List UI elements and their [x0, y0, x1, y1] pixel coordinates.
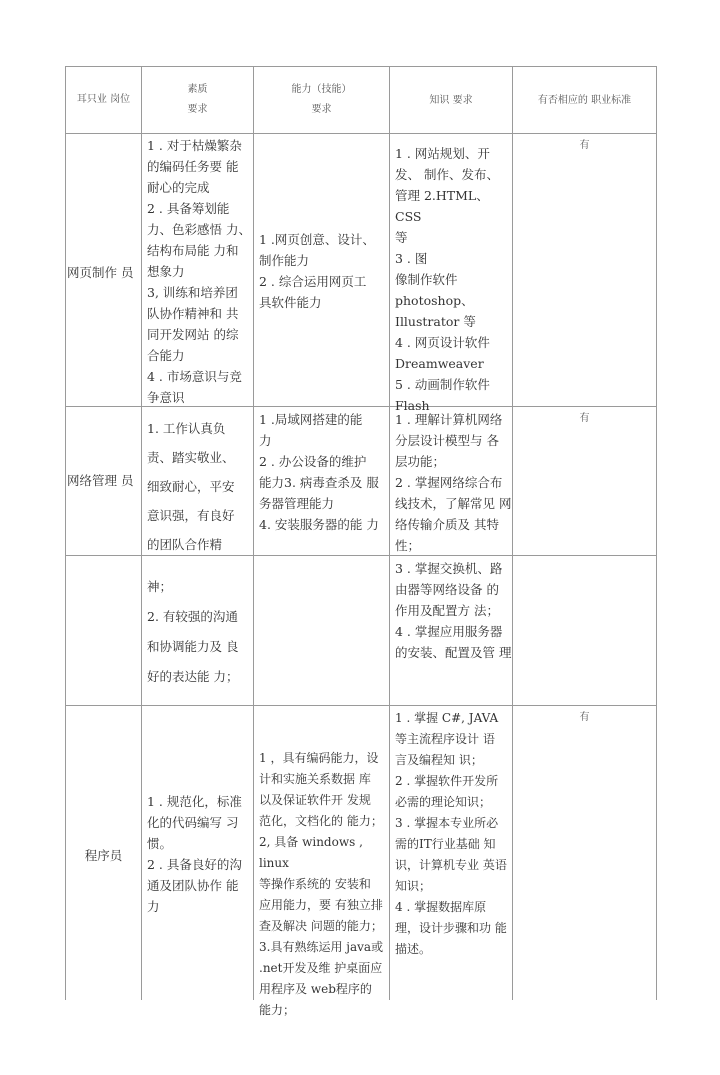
text-line: 1 . 网站规划、开	[395, 146, 490, 161]
text-line: 1 .网页创意、设计、	[259, 232, 375, 247]
text-line: 结构布局能 力和	[147, 243, 239, 258]
text-line: 查及解决 问题的能力；	[259, 919, 383, 933]
text-line: 4. 安装服务器的能 力	[259, 517, 379, 532]
header-knowledge: 知识 要求	[429, 95, 473, 106]
row-quality	[147, 572, 253, 692]
header-quality-line: 要求	[187, 104, 208, 115]
text-line: 等操作系统的 安装和	[259, 877, 371, 891]
text-line: 合能力	[147, 348, 185, 363]
text-line: 3.具有熟练运用 java或	[259, 940, 384, 954]
text-line: 以及保证软件开 发规	[259, 793, 371, 807]
text-line: 范化，文档化的 能力；	[259, 814, 383, 828]
text-line: 能力；	[259, 1003, 296, 1017]
text-line: 好的表达能 力；	[147, 669, 239, 684]
header-ability-line: 要求	[311, 104, 332, 115]
text-line: 计和实施关系数据 库	[259, 772, 371, 786]
row-position: 网页制作 员	[67, 265, 134, 280]
text-line: 线技术，了解常见 网	[395, 496, 512, 511]
text-line: 惯。	[147, 836, 173, 851]
text-line: 神；	[147, 579, 173, 594]
text-line: 2 . 综合运用网页工	[259, 274, 367, 289]
grid-line	[253, 66, 254, 1000]
text-line: 具软件能力	[259, 295, 322, 310]
row-position: 网络管理 员	[67, 473, 134, 488]
grid-line	[65, 705, 657, 706]
text-line: 2. 有较强的沟通	[147, 609, 238, 624]
header-quality-line: 素质	[187, 84, 208, 95]
text-line: 力、色彩感悟 力、	[147, 222, 251, 237]
text-line: 的编码任务要 能	[147, 159, 239, 174]
row-knowledge	[395, 409, 512, 556]
text-line: 1 . 规范化，标准	[147, 794, 242, 809]
text-line: 描述。	[395, 942, 432, 956]
text-line: 作用及配置方 法；	[395, 603, 499, 618]
text-line: 3 . 图	[395, 251, 428, 266]
text-line: 制作能力	[259, 253, 310, 268]
grid-line	[656, 66, 657, 1000]
row-quality	[147, 414, 253, 559]
header-standard: 有否相应的 职业标准	[537, 95, 632, 106]
text-line: 5 . 动画制作软件	[395, 377, 490, 392]
text-line: 性；	[395, 538, 421, 553]
text-line: 4 . 掌握应用服务器	[395, 624, 503, 639]
text-line: 3, 训练和培养团	[147, 285, 238, 300]
text-line: 层功能；	[395, 454, 446, 469]
text-line: 4 . 掌握数据库原	[395, 900, 487, 914]
text-line: 能力3. 病毒查杀及 服	[259, 475, 379, 490]
header-ability-line: 能力（技能）	[291, 84, 352, 95]
text-line: 4 . 市场意识与竞	[147, 369, 242, 384]
text-line: 责、踏实敬业、	[147, 450, 235, 465]
text-line: 络传输介质及 其特	[395, 517, 499, 532]
text-line: 1 ，具有编码能力，设	[259, 751, 379, 765]
text-line: 务器管理能力	[259, 496, 335, 511]
text-line: 分层设计模型与 各	[395, 433, 499, 448]
text-line: Dreamweaver	[395, 356, 484, 371]
row-standard: 有	[579, 413, 590, 424]
row-knowledge	[395, 143, 512, 416]
text-line: 1 . 对于枯燥繁杂	[147, 138, 242, 153]
row-knowledge	[395, 558, 512, 663]
text-line: 由器等网络设备 的	[395, 582, 499, 597]
text-line: 化的代码编写 习	[147, 815, 239, 830]
text-line: 力	[259, 433, 272, 448]
text-line: 言及编程知 识；	[395, 753, 483, 767]
text-line: Illustrator 等	[395, 314, 476, 329]
row-standard: 有	[579, 712, 590, 723]
text-line: 想象力	[147, 264, 185, 279]
text-line: 等主流程序设计 语	[395, 732, 495, 746]
text-line: 理，设计步骤和功 能	[395, 921, 507, 935]
row-ability	[259, 748, 389, 1021]
text-line: 1 .局域网搭建的能	[259, 412, 363, 427]
text-line: 意识强，有良好	[147, 508, 235, 523]
text-line: 必需的理论知识；	[395, 795, 492, 809]
text-line: 像制作软件	[395, 272, 458, 287]
text-line: 4 . 网页设计软件	[395, 335, 490, 350]
grid-line	[512, 66, 513, 1000]
text-line: 和协调能力及 良	[147, 639, 239, 654]
text-line: 需的IT行业基础 知	[395, 837, 496, 851]
text-line: 争意识	[147, 390, 185, 405]
row-knowledge	[395, 708, 512, 960]
row-quality	[147, 791, 253, 917]
row-quality	[147, 135, 253, 408]
text-line: 2 . 具备筹划能	[147, 201, 230, 216]
grid-line	[141, 66, 142, 1000]
text-line: 1 . 理解计算机网络	[395, 412, 503, 427]
text-line: 的团队合作精	[147, 537, 223, 552]
text-line: 2, 具备 windows , linux	[259, 835, 363, 870]
text-line: 1. 工作认真负	[147, 421, 226, 436]
text-line: 用程序及 web程序的	[259, 982, 372, 996]
text-line: 2 . 具备良好的沟	[147, 857, 242, 872]
row-ability	[259, 229, 389, 313]
text-line: photoshop、	[395, 293, 474, 308]
text-line: 知识；	[395, 879, 432, 893]
text-line: 2 . 掌握网络综合布	[395, 475, 503, 490]
text-line: 通及团队协作 能	[147, 878, 239, 893]
text-line: 2 . 办公设备的维护	[259, 454, 367, 469]
text-line: 2 . 掌握软件开发所	[395, 774, 499, 788]
text-line: 应用能力，要 有独立排	[259, 898, 383, 912]
text-line: 发、 制作、发布、	[395, 167, 499, 182]
text-line: .net开发及维 护桌面应	[259, 961, 383, 975]
text-line: Flash	[395, 398, 430, 413]
text-line: 耐心的完成	[147, 180, 210, 195]
grid-line	[389, 66, 390, 1000]
text-line: 管理 2.HTML、CSS	[395, 188, 489, 224]
text-line: 同开发网站 的综	[147, 327, 239, 342]
grid-line	[65, 133, 657, 134]
row-position: 程序员	[84, 848, 123, 863]
text-line: 队协作精神和 共	[147, 306, 239, 321]
row-ability	[259, 409, 389, 535]
header-quality	[142, 80, 253, 120]
text-line: 细致耐心，平安	[147, 479, 235, 494]
text-line: 力	[147, 899, 160, 914]
text-line: 的安装、配置及管 理	[395, 645, 512, 660]
text-line: 3 . 掌握交换机、路	[395, 561, 503, 576]
grid-line	[65, 66, 657, 67]
text-line: 识，计算机专业 英语	[395, 858, 507, 872]
row-standard: 有	[579, 140, 590, 151]
text-line: 等	[395, 230, 408, 245]
text-line: 3 . 掌握本专业所必	[395, 816, 499, 830]
header-ability	[254, 80, 389, 120]
header-position: 耳只业 岗位	[76, 94, 131, 105]
text-line: 1 . 掌握 C#, JAVA	[395, 711, 499, 725]
